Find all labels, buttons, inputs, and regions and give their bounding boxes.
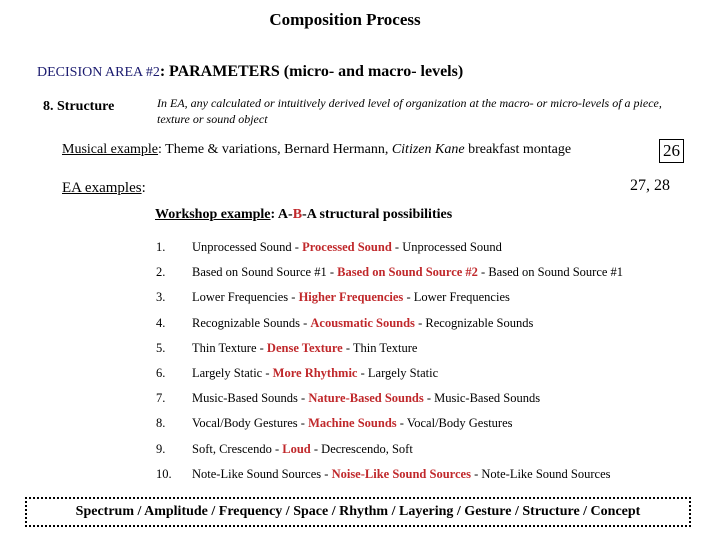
musical-example-label: Musical example	[62, 142, 159, 157]
list-item-middle: More Rhythmic	[272, 365, 358, 380]
page-title: Composition Process	[269, 10, 421, 29]
list-item-middle: Processed Sound	[302, 240, 392, 254]
list-item-start: Vocal/Body Gestures -	[192, 416, 309, 431]
list-item-text	[192, 416, 513, 431]
musical-example-colon: :	[158, 142, 162, 157]
list-item-end: - Decrescendo, Soft	[310, 441, 413, 456]
list-item-text	[192, 341, 417, 356]
ea-examples	[62, 180, 146, 197]
musical-example-text: Theme & variations, Bernard Hermann,	[165, 142, 389, 157]
list-item-middle: Higher Frequencies	[298, 290, 404, 305]
workshop-example	[155, 207, 452, 223]
workshop-example-label: Workshop example	[155, 207, 271, 222]
parameters-footer-box: Spectrum / Amplitude / Frequency / Space / Rhythm / Layering / Gesture / Structure / Concept	[25, 497, 691, 527]
ea-examples-label: EA examples	[62, 180, 142, 196]
list-item-start: Recognizable Sounds -	[192, 315, 311, 330]
ea-example-numbers: 27, 28	[630, 177, 670, 194]
list-item-end: - Unprocessed Sound	[391, 240, 502, 254]
list-item-end: - Largely Static	[357, 365, 439, 380]
workshop-a1: A-	[277, 207, 293, 222]
list-item-middle: Machine Sounds	[308, 416, 397, 431]
list-item-number: 2.	[156, 265, 166, 280]
list-item-start: Music-Based Sounds -	[192, 391, 309, 406]
list-item-start: Soft, Crescendo -	[192, 441, 283, 456]
list-item-number: 4.	[156, 315, 166, 330]
section-label: 8. Structure	[43, 99, 115, 114]
list-item-middle: Dense Texture	[266, 340, 343, 355]
list-item-middle: Nature-Based Sounds	[308, 391, 424, 406]
list-item-number: 7.	[156, 391, 166, 406]
decision-area-heading	[37, 63, 463, 81]
list-item-start: Unprocessed Sound -	[192, 240, 303, 254]
decision-area-label: DECISION AREA #2	[37, 65, 160, 80]
list-item-number: 8.	[156, 416, 166, 431]
workshop-a2: -A structural possibilities	[302, 207, 453, 222]
list-item-start: Note-Like Sound Sources -	[192, 466, 332, 481]
list-item-end: - Recognizable Sounds	[414, 315, 534, 330]
workshop-example-colon: :	[270, 207, 276, 222]
list-item-start: Thin Texture -	[192, 340, 267, 355]
list-item-number: 1.	[156, 240, 166, 254]
structure-definition: In EA, any calculated or intuitively derived level of organization at the macro- or micro-levels of a piece, texture or sound object	[157, 96, 662, 126]
list-item-number: 3.	[156, 290, 166, 305]
list-item-start: Lower Frequencies -	[192, 290, 299, 305]
list-item-text	[192, 442, 413, 457]
list-item-end: - Based on Sound Source #1	[477, 265, 624, 280]
list-item-end: - Thin Texture	[342, 340, 418, 355]
list-item-text	[192, 316, 533, 331]
list-item-end: - Vocal/Body Gestures	[396, 416, 513, 431]
list-item-text	[192, 467, 611, 482]
list-item-end: - Lower Frequencies	[403, 290, 510, 305]
list-item-number: 10.	[156, 466, 172, 481]
musical-example	[62, 142, 571, 158]
list-item-middle: Loud	[282, 441, 311, 456]
decision-area-colon: :	[159, 63, 166, 80]
example-number-box: 26	[659, 139, 684, 163]
list-item-text	[192, 290, 510, 305]
list-item-start: Largely Static -	[192, 365, 273, 380]
list-item-end: - Note-Like Sound Sources	[470, 466, 611, 481]
list-item-text	[192, 240, 502, 255]
list-item-text	[192, 366, 438, 381]
ea-examples-colon: :	[141, 180, 146, 196]
list-item-number: 5.	[156, 340, 166, 355]
list-item-middle: Acousmatic Sounds	[310, 315, 415, 330]
list-item-middle: Noise-Like Sound Sources	[331, 466, 471, 481]
list-item-text	[192, 265, 623, 280]
film-title: Citizen Kane	[391, 142, 465, 157]
musical-example-text-after: breakfast montage	[468, 142, 572, 157]
list-item-middle: Based on Sound Source #2	[337, 265, 478, 280]
parameters-heading: PARAMETERS (micro- and macro- levels)	[168, 63, 464, 80]
list-item-end: - Music-Based Sounds	[423, 391, 541, 406]
workshop-b: B	[292, 207, 303, 222]
list-item-number: 6.	[156, 365, 166, 380]
list-item-number: 9.	[156, 441, 166, 456]
list-item-start: Based on Sound Source #1 -	[192, 265, 338, 280]
list-item-text	[192, 391, 540, 406]
